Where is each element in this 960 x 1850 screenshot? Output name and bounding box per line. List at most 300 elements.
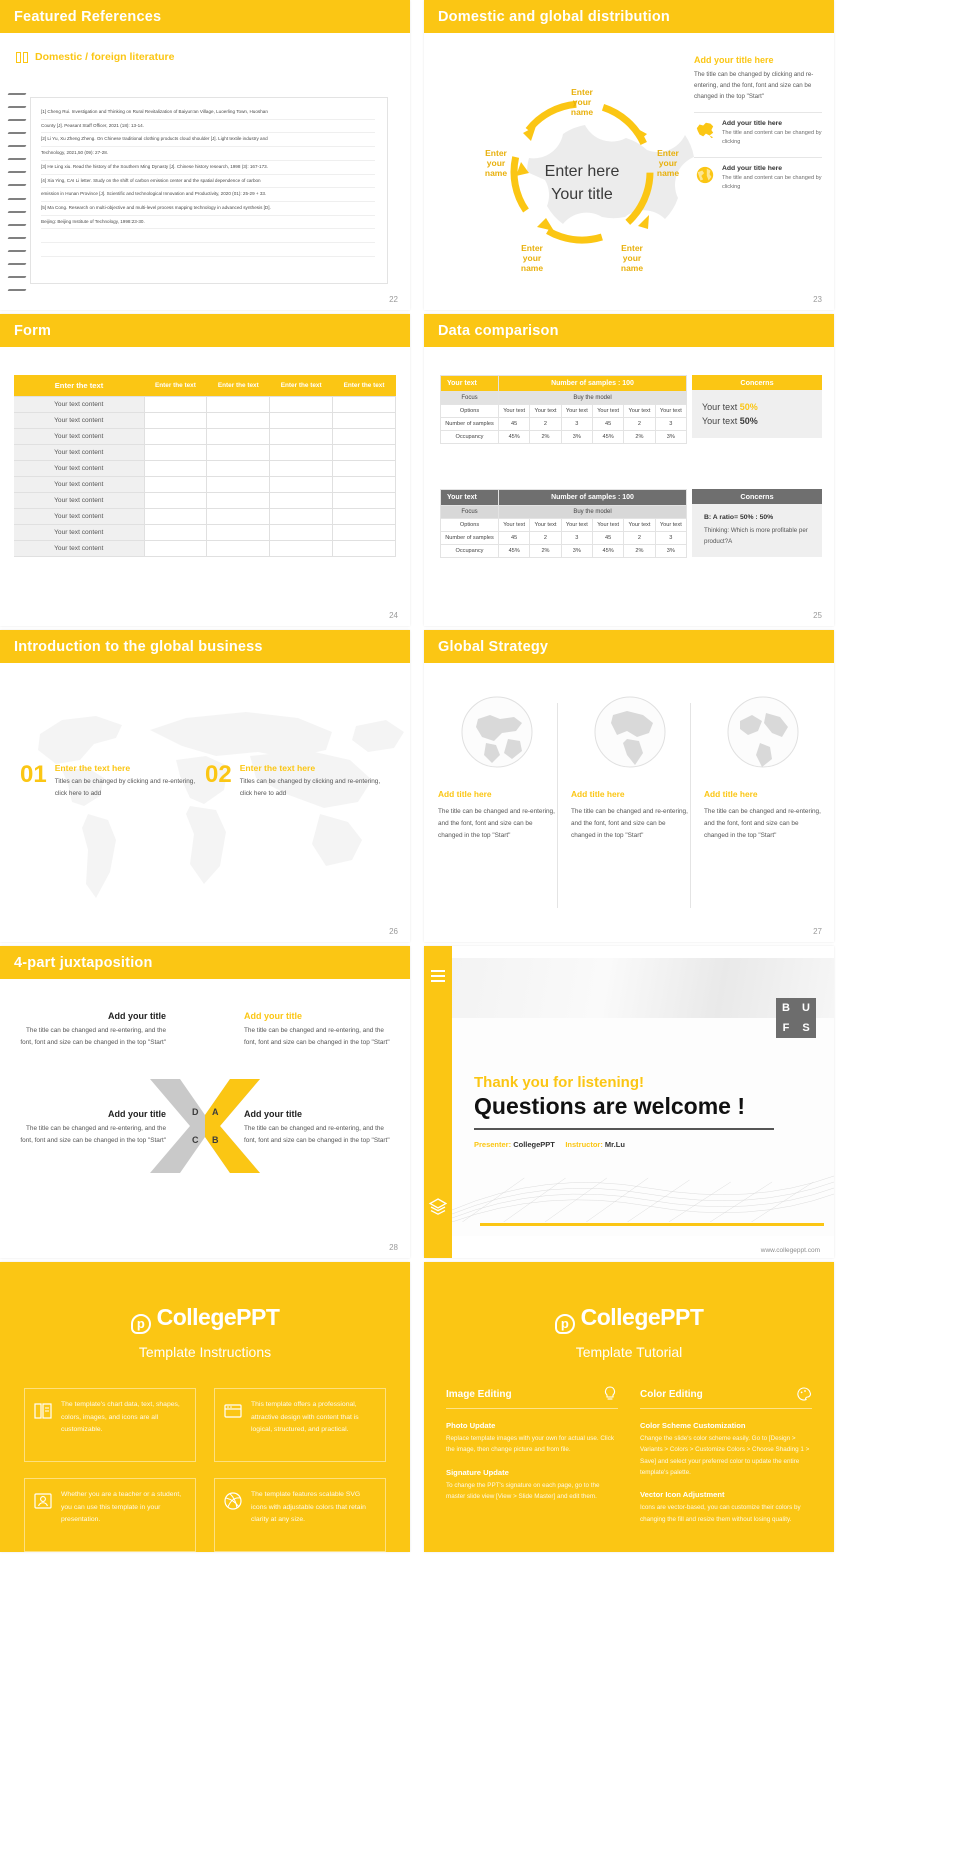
cell: 3 bbox=[561, 418, 592, 431]
list-item-body: The title and content can be changed by clicking bbox=[722, 129, 822, 146]
feature-card[interactable] bbox=[24, 1478, 196, 1552]
logo-letter: U bbox=[802, 1001, 810, 1014]
cell: Your text bbox=[561, 405, 592, 418]
svg-text:Enter: Enter bbox=[521, 243, 543, 253]
slide-global-strategy[interactable] bbox=[424, 630, 834, 942]
slide-four-part-juxtaposition[interactable] bbox=[0, 946, 410, 1258]
distribution-text-panel bbox=[694, 55, 822, 193]
column-header: Enter the text bbox=[144, 375, 207, 397]
presenter-name: CollegePPT bbox=[513, 1140, 555, 1149]
panel-title: Add your title here bbox=[694, 55, 774, 65]
reference-line: emission in Hunan Province [J]. Scientific and technological Innovation and Productivity, 2020 (01): 25-29 + 33. bbox=[41, 190, 375, 202]
slide-template-instructions[interactable] bbox=[0, 1262, 410, 1552]
cell: 45 bbox=[592, 418, 623, 431]
column-heading: Add title here bbox=[571, 789, 625, 799]
quadrant-heading: Add your title bbox=[108, 1109, 166, 1119]
section-subtitle-label: Domestic / foreign literature bbox=[35, 51, 175, 63]
concern-ratio: B: A ratio= 50% : 50% bbox=[704, 514, 774, 521]
list-item[interactable] bbox=[694, 112, 822, 148]
cell: Your text bbox=[592, 519, 623, 532]
cell[interactable] bbox=[144, 525, 207, 541]
panel-body: The title can be changed by clicking and re-entering, and the font, font and size can be changed in the top "Start" bbox=[694, 71, 814, 100]
slide-title-bar bbox=[0, 630, 410, 663]
table-header-row bbox=[441, 376, 687, 392]
cell[interactable] bbox=[144, 429, 207, 445]
cell[interactable] bbox=[144, 461, 207, 477]
reference-line: County [J]. Peasant Staff Officer, 2021 (18): 13-14. bbox=[41, 122, 375, 134]
column-header: Enter the text bbox=[333, 375, 396, 397]
quadrant[interactable] bbox=[14, 1109, 166, 1147]
row-label: Your text content bbox=[14, 541, 144, 557]
svg-text:your: your bbox=[572, 97, 592, 107]
cell[interactable] bbox=[333, 477, 396, 493]
cell[interactable] bbox=[270, 493, 333, 509]
website-url[interactable]: www.collegeppt.com bbox=[760, 1247, 820, 1254]
presenter-row bbox=[474, 1140, 834, 1149]
tutorial-block bbox=[446, 1421, 618, 1456]
table-row[interactable] bbox=[14, 397, 396, 413]
strategy-column[interactable] bbox=[571, 691, 689, 843]
concerns-title: Concerns bbox=[692, 375, 822, 390]
subhead-left: Focus bbox=[441, 392, 499, 405]
svg-text:B: B bbox=[212, 1135, 219, 1145]
list-item-title: Add your title here bbox=[722, 164, 783, 172]
cell: Your text bbox=[530, 405, 561, 418]
cell: 45% bbox=[592, 431, 623, 444]
comparison-table-a[interactable] bbox=[440, 375, 687, 444]
row-label: Your text content bbox=[14, 493, 144, 509]
cell[interactable] bbox=[270, 461, 333, 477]
layers-icon bbox=[33, 1401, 53, 1421]
table-subheader-row bbox=[441, 506, 687, 519]
cell: 3 bbox=[655, 532, 686, 545]
concerns-title: Concerns bbox=[692, 489, 822, 504]
cell[interactable] bbox=[333, 461, 396, 477]
form-table[interactable] bbox=[14, 375, 396, 557]
svg-text:C: C bbox=[192, 1135, 199, 1145]
table-head-left: Your text bbox=[441, 376, 499, 392]
table-row[interactable] bbox=[441, 519, 687, 532]
concerns-panel-a bbox=[692, 375, 822, 438]
table-head-right: Number of samples : 100 bbox=[499, 376, 687, 392]
cell: 3 bbox=[561, 532, 592, 545]
concern-line-2-pct: 50% bbox=[739, 416, 758, 426]
cell[interactable] bbox=[333, 429, 396, 445]
quadrant[interactable] bbox=[14, 1011, 166, 1049]
strategy-column[interactable] bbox=[438, 691, 556, 843]
table-header-row bbox=[14, 375, 396, 397]
quadrant[interactable] bbox=[244, 1011, 396, 1049]
item-number: 02 bbox=[205, 761, 232, 788]
row-label: Your text content bbox=[14, 509, 144, 525]
globe-eurasia-icon bbox=[460, 695, 534, 769]
block-body: To change the PPT's signature on each page, go to the master slide view [View > Slide Master] and edit them. bbox=[446, 1481, 600, 1500]
row-label: Options bbox=[441, 519, 499, 532]
cell[interactable] bbox=[207, 397, 270, 413]
cell[interactable] bbox=[270, 413, 333, 429]
table-row[interactable] bbox=[14, 461, 396, 477]
list-item-title: Add your title here bbox=[722, 119, 783, 127]
quadrant-heading: Add your title bbox=[244, 1109, 302, 1119]
cell[interactable] bbox=[270, 525, 333, 541]
reference-line: [4] Xia Ying, CAI Li letter. Study on the shift of carbon emission center and the spatial dependence of carbon bbox=[41, 177, 375, 189]
page-number: 22 bbox=[389, 295, 398, 304]
table-row[interactable] bbox=[14, 445, 396, 461]
svg-text:Enter: Enter bbox=[485, 148, 507, 158]
cell[interactable] bbox=[144, 477, 207, 493]
cell[interactable] bbox=[144, 397, 207, 413]
globe-atlantic-icon bbox=[726, 695, 800, 769]
reference-list-card bbox=[30, 97, 388, 284]
cell: 3 bbox=[655, 418, 686, 431]
cell: 2% bbox=[624, 545, 655, 558]
table-row[interactable] bbox=[14, 525, 396, 541]
item-body: Titles can be changed by clicking and re-entering, click here to add bbox=[239, 778, 381, 797]
slide-form[interactable] bbox=[0, 314, 410, 626]
cell: Your text bbox=[561, 519, 592, 532]
cell[interactable] bbox=[144, 493, 207, 509]
quadrant-body: The title can be changed and re-entering, and the font, font and size can be changed in the top "Start" bbox=[20, 1125, 166, 1144]
row-label: Number of samples bbox=[441, 532, 499, 545]
column-header: Enter the text bbox=[207, 375, 270, 397]
item-heading: Enter the text here bbox=[239, 763, 316, 773]
reference-line-empty bbox=[41, 245, 375, 257]
hamburger-icon[interactable] bbox=[431, 970, 445, 982]
cell[interactable] bbox=[270, 509, 333, 525]
tutorial-block bbox=[640, 1490, 812, 1525]
column-header: Enter the text bbox=[270, 375, 333, 397]
concerns-body bbox=[692, 390, 822, 438]
block-body: Icons are vector-based, you can customize their colors by changing the fill and resize them without losing quality. bbox=[640, 1504, 801, 1523]
cell: 45% bbox=[499, 431, 530, 444]
cell[interactable] bbox=[207, 493, 270, 509]
column-heading: Add title here bbox=[704, 789, 758, 799]
comparison-table-b[interactable] bbox=[440, 489, 687, 558]
globe-americas-icon bbox=[593, 695, 667, 769]
cell[interactable] bbox=[144, 413, 207, 429]
table-subheader-row bbox=[441, 392, 687, 405]
column-body: The title can be changed and re-entering, and the font, font and size can be changed in the top "Start" bbox=[704, 808, 821, 840]
feature-card[interactable] bbox=[214, 1478, 386, 1552]
table-row[interactable] bbox=[441, 405, 687, 418]
thanks-headline: Thank you for listening! bbox=[474, 1074, 645, 1091]
cell: 45% bbox=[592, 545, 623, 558]
tutorial-section-heading bbox=[446, 1386, 618, 1409]
cell: Your text bbox=[655, 405, 686, 418]
cell: 2 bbox=[530, 418, 561, 431]
cell: Your text bbox=[655, 519, 686, 532]
cell[interactable] bbox=[333, 541, 396, 557]
slide-title-bar bbox=[0, 0, 410, 33]
slide-domestic-global-distribution[interactable] bbox=[424, 0, 834, 310]
cell[interactable] bbox=[333, 525, 396, 541]
row-label: Your text content bbox=[14, 429, 144, 445]
svg-text:your: your bbox=[486, 158, 506, 168]
block-title: Color Scheme Customization bbox=[640, 1421, 746, 1430]
table-row[interactable] bbox=[14, 413, 396, 429]
world-map-background bbox=[0, 663, 410, 942]
cell: 3% bbox=[655, 431, 686, 444]
reference-line: [2] Li Yu, Xu Zheng Zheng. On Chinese traditional clothing products cloud shoulder [J]. Light textile industry and bbox=[41, 135, 375, 147]
reference-line: [5] Ma Cong. Research on multi-objective and multi-level process mapping technology in advanced synthesis [D]. bbox=[41, 204, 375, 216]
tutorial-section-heading bbox=[640, 1386, 812, 1409]
quadrant-heading: Add your title bbox=[244, 1011, 302, 1021]
table-row[interactable] bbox=[441, 545, 687, 558]
cell[interactable] bbox=[207, 429, 270, 445]
svg-text:Enter: Enter bbox=[571, 87, 593, 97]
cell: 2% bbox=[530, 431, 561, 444]
tutorial-sections bbox=[446, 1386, 812, 1525]
column-body: The title can be changed and re-entering, and the font, font and size can be changed in the top "Start" bbox=[438, 808, 555, 840]
cell: 3% bbox=[561, 545, 592, 558]
concern-line-2-text: Your text bbox=[702, 416, 740, 426]
row-label: Your text content bbox=[14, 445, 144, 461]
brand-name: CollegePPT bbox=[156, 1304, 280, 1330]
svg-text:Enter: Enter bbox=[657, 148, 679, 158]
concern-line-1-pct: 50% bbox=[739, 402, 758, 412]
person-icon bbox=[33, 1491, 53, 1511]
reference-line-empty bbox=[41, 231, 375, 243]
cell[interactable] bbox=[333, 509, 396, 525]
reference-line: Beijing: Beijing Institute of Technology, 1998:23-30. bbox=[41, 218, 375, 230]
cell: 3% bbox=[561, 431, 592, 444]
quadrant-body: The title can be changed and re-entering, and the font, font and size can be changed in the top "Start" bbox=[20, 1027, 166, 1046]
cell[interactable] bbox=[207, 509, 270, 525]
cell[interactable] bbox=[270, 445, 333, 461]
slide-global-business[interactable] bbox=[0, 630, 410, 942]
feature-card-text: This template offers a professional, attractive design with content that is logical, structured, and practical. bbox=[251, 1401, 359, 1434]
svg-text:your: your bbox=[522, 253, 542, 263]
cell: 2% bbox=[624, 431, 655, 444]
svg-text:D: D bbox=[192, 1107, 199, 1117]
cell: 2% bbox=[530, 545, 561, 558]
table-row[interactable] bbox=[14, 541, 396, 557]
svg-text:A: A bbox=[212, 1107, 219, 1117]
page-title: 4-part juxtaposition bbox=[14, 954, 153, 971]
china-map-icon bbox=[694, 120, 716, 140]
cell[interactable] bbox=[207, 461, 270, 477]
dribbble-icon bbox=[223, 1491, 243, 1511]
global-business-item[interactable] bbox=[20, 763, 203, 800]
cell: 45 bbox=[499, 418, 530, 431]
cell: 2 bbox=[624, 418, 655, 431]
cell[interactable] bbox=[207, 445, 270, 461]
feature-card[interactable] bbox=[24, 1388, 196, 1462]
cell: Your text bbox=[624, 519, 655, 532]
concern-thinking: Thinking: Which is more profitable per product?A bbox=[704, 527, 808, 545]
page-number: 24 bbox=[389, 611, 398, 620]
block-body: Replace template images with your own for actual use. Click the image, then change picture and from file. bbox=[446, 1435, 614, 1454]
cell[interactable] bbox=[207, 413, 270, 429]
cell[interactable] bbox=[270, 397, 333, 413]
cell: Your text bbox=[592, 405, 623, 418]
logo-letter: F bbox=[782, 1021, 790, 1034]
table-row[interactable] bbox=[441, 431, 687, 444]
section-heading-text: Image Editing bbox=[446, 1388, 512, 1400]
global-business-item[interactable] bbox=[205, 763, 388, 800]
table-row[interactable] bbox=[441, 418, 687, 431]
cell[interactable] bbox=[333, 493, 396, 509]
page-title: Introduction to the global business bbox=[14, 638, 263, 655]
row-label: Your text content bbox=[14, 413, 144, 429]
presenter-label: Presenter: bbox=[474, 1140, 512, 1149]
row-label: Number of samples bbox=[441, 418, 499, 431]
cell: 3% bbox=[655, 545, 686, 558]
center-line-1: Enter here bbox=[544, 163, 620, 180]
row-label: Occupancy bbox=[441, 545, 499, 558]
table-row[interactable] bbox=[14, 493, 396, 509]
subhead-left: Focus bbox=[441, 506, 499, 519]
svg-text:name: name bbox=[570, 107, 594, 117]
cell[interactable] bbox=[333, 413, 396, 429]
cell: Your text bbox=[530, 519, 561, 532]
row-label: Occupancy bbox=[441, 431, 499, 444]
browser-icon bbox=[223, 1401, 243, 1421]
block-title: Vector Icon Adjustment bbox=[640, 1490, 725, 1500]
cell[interactable] bbox=[270, 429, 333, 445]
cell[interactable] bbox=[207, 541, 270, 557]
tutorial-block bbox=[446, 1468, 618, 1503]
cell: 45% bbox=[499, 545, 530, 558]
slide-title-bar bbox=[424, 314, 834, 347]
quadrant[interactable] bbox=[244, 1109, 396, 1147]
concerns-panel-b bbox=[692, 489, 822, 557]
logo-letter: B bbox=[782, 1001, 790, 1014]
quadrant-body: The title can be changed and re-entering, and the font, font and size can be changed in the top "Start" bbox=[244, 1027, 390, 1046]
quadrant-heading: Add your title bbox=[108, 1011, 166, 1021]
tutorial-block bbox=[640, 1421, 812, 1478]
svg-text:name: name bbox=[656, 168, 680, 178]
brand-logo: p CollegePPT bbox=[424, 1304, 834, 1334]
feature-card[interactable] bbox=[214, 1388, 386, 1462]
strategy-column[interactable] bbox=[704, 691, 822, 843]
instructor-label: Instructor: bbox=[565, 1140, 603, 1149]
item-heading: Enter the text here bbox=[54, 763, 131, 773]
svg-text:name: name bbox=[484, 168, 508, 178]
slide-template-tutorial[interactable] bbox=[424, 1262, 834, 1552]
page-title: Form bbox=[14, 322, 52, 339]
svg-text:Enter: Enter bbox=[621, 243, 643, 253]
table-row[interactable] bbox=[14, 429, 396, 445]
thanks-subheadline: Questions are welcome ! bbox=[474, 1093, 745, 1119]
section-subtitle bbox=[16, 51, 410, 63]
page-number: 28 bbox=[389, 1243, 398, 1252]
cell: 2 bbox=[530, 532, 561, 545]
row-label: Your text content bbox=[14, 397, 144, 413]
promo-subtitle: Template Tutorial bbox=[575, 1344, 683, 1360]
page-title: Featured References bbox=[14, 8, 162, 25]
row-label: Your text content bbox=[14, 525, 144, 541]
section-heading-text: Color Editing bbox=[640, 1388, 703, 1400]
globe-icon bbox=[694, 165, 716, 185]
block-body: Change the slide's color scheme easily. Go to [Design > Variants > Colors > Customize Colors > Choose Shading 1 > Save] and select your preferred color to update the entire template's palette. bbox=[640, 1435, 810, 1476]
cell[interactable] bbox=[207, 525, 270, 541]
promo-subtitle: Template Instructions bbox=[138, 1344, 272, 1360]
center-line-2: Your title bbox=[551, 186, 613, 203]
cell: 45 bbox=[499, 532, 530, 545]
cell[interactable] bbox=[144, 541, 207, 557]
tutorial-section bbox=[640, 1386, 812, 1525]
page-title: Domestic and global distribution bbox=[438, 8, 670, 25]
instructor-name: Mr.Lu bbox=[604, 1140, 625, 1149]
table-row[interactable] bbox=[14, 477, 396, 493]
svg-text:name: name bbox=[620, 263, 644, 273]
spiral-binding-decoration bbox=[8, 93, 30, 291]
page-number: 27 bbox=[813, 927, 822, 936]
table-head-left: Your text bbox=[441, 490, 499, 506]
table-row[interactable] bbox=[441, 532, 687, 545]
page-number: 26 bbox=[389, 927, 398, 936]
slide-data-comparison[interactable] bbox=[424, 314, 834, 626]
slide-title-bar bbox=[0, 314, 410, 347]
row-label: Options bbox=[441, 405, 499, 418]
table-header-row bbox=[441, 490, 687, 506]
slide-title-bar bbox=[0, 946, 410, 979]
slide-title-bar bbox=[424, 0, 834, 33]
column-header: Enter the text bbox=[14, 375, 144, 397]
tutorial-section bbox=[446, 1386, 618, 1525]
row-label: Your text content bbox=[14, 461, 144, 477]
reference-line: Technology, 2021,50 (09): 27-28. bbox=[41, 149, 375, 161]
item-body: Titles can be changed by clicking and re-entering, click here to add bbox=[54, 778, 196, 797]
reference-line: [1] Cheng Rui. Investigation and Thinking on Rural Revitalization of Baiyun'an Village, Luoerling Town, Huoshan bbox=[41, 108, 375, 120]
logo-letter: S bbox=[802, 1021, 810, 1034]
quadrant-body: The title can be changed and re-entering, and the font, font and size can be changed in the top "Start" bbox=[244, 1125, 390, 1144]
subhead-right: Buy the model bbox=[499, 506, 687, 519]
row-label: Your text content bbox=[14, 477, 144, 493]
item-number: 01 bbox=[20, 761, 47, 788]
slide-featured-references[interactable] bbox=[0, 0, 410, 310]
slide-thank-you[interactable] bbox=[424, 946, 834, 1258]
feature-card-text: The template's chart data, text, shapes, colors, images, and icons are all customizable. bbox=[61, 1401, 180, 1434]
svg-text:your: your bbox=[622, 253, 642, 263]
feature-card-grid bbox=[24, 1388, 386, 1552]
thank-you-card bbox=[452, 958, 834, 1236]
svg-text:your: your bbox=[658, 158, 678, 168]
book-icon bbox=[16, 52, 29, 63]
page-title: Data comparison bbox=[438, 322, 559, 339]
cell: 2 bbox=[624, 532, 655, 545]
cell: Your text bbox=[499, 519, 530, 532]
table-row[interactable] bbox=[14, 509, 396, 525]
cell[interactable] bbox=[144, 509, 207, 525]
page-title: Global Strategy bbox=[438, 638, 549, 655]
cell[interactable] bbox=[333, 445, 396, 461]
cell[interactable] bbox=[270, 477, 333, 493]
block-title: Photo Update bbox=[446, 1421, 496, 1430]
block-title: Signature Update bbox=[446, 1467, 509, 1477]
list-item[interactable] bbox=[694, 157, 822, 193]
cell[interactable] bbox=[333, 397, 396, 413]
cell[interactable] bbox=[144, 445, 207, 461]
cell[interactable] bbox=[270, 541, 333, 557]
list-item-body: The title and content can be changed by clicking bbox=[722, 174, 822, 191]
cell[interactable] bbox=[207, 477, 270, 493]
layers-icon bbox=[429, 1198, 447, 1216]
subhead-right: Buy the model bbox=[499, 392, 687, 405]
brand-name: CollegePPT bbox=[580, 1304, 704, 1330]
slide-title-bar bbox=[424, 630, 834, 663]
left-accent-bar bbox=[424, 946, 452, 1258]
cell: Your text bbox=[624, 405, 655, 418]
bufs-logo bbox=[776, 998, 816, 1038]
cell: 45 bbox=[592, 532, 623, 545]
wireframe-mesh-graphic bbox=[452, 1152, 834, 1222]
feature-card-text: The template features scalable SVG icons with adjustable colors that retain clarity at any size. bbox=[251, 1491, 366, 1524]
concern-line-1-text: Your text bbox=[702, 402, 740, 412]
cell: Your text bbox=[499, 405, 530, 418]
page-number: 25 bbox=[813, 611, 822, 620]
